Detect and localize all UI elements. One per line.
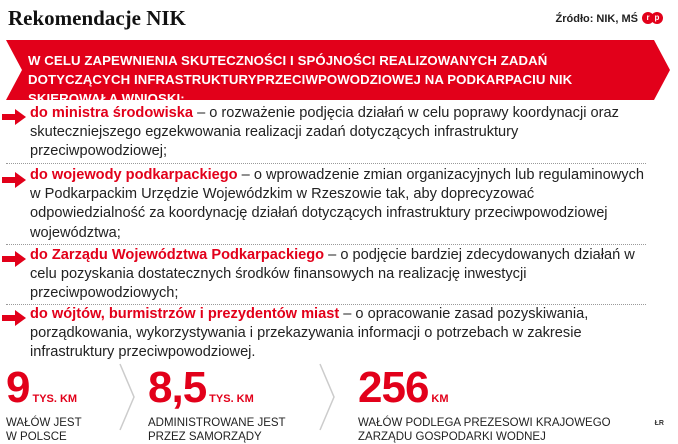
source-label: Źródło: NIK, MŚ [555,12,638,25]
stat-value: 8,5 [148,363,207,412]
recipient-label: do wojewody podkarpackiego [30,167,238,183]
page-title: Rekomendacje NIK [8,6,186,30]
stat-description [6,416,82,444]
stat-unit: TYS. KM [32,393,78,405]
arrow-right-icon [2,251,26,267]
arrow-right-icon [2,172,26,188]
arrow-right-icon [2,310,26,326]
dotted-divider [6,244,646,245]
stat-unit: TYS. KM [209,393,254,405]
arrow-right-icon [2,109,26,125]
recommendation-item [30,104,650,162]
recommendation-item [30,305,650,363]
stat-description [148,416,286,444]
banner-text: W CELU ZAPEWNIENIA SKUTECZNOŚCI I SPÓJNOŚCI REALIZOWANYCH ZADAŃ DOTYCZĄCYCH INFRASTRUKTURYPRZECIWPOWODZIOWEJ NA PODKARPACIU NIK SKIEROWAŁA WNIOSKI: [28,53,573,106]
stat-description-line: ZARZĄDU GOSPODARKI WODNEJ [358,431,546,443]
recipient-label: do ministra środowiska [30,105,194,121]
stat-block [6,363,82,444]
recommendation-text: – o rozważenie podjęcia działań w celu poprawy koordynacji oraz skuteczniejszego egzekwowania realizacji zadań dotyczących infrastruktury przeciwpowodziowej; [30,105,619,160]
stat-description-line: WAŁÓW JEST [6,417,82,429]
source-note [556,12,665,25]
recipient-label: do wójtów, burmistrzów i prezydentów miast [30,306,340,322]
dotted-divider [6,163,646,164]
recipient-label: do Zarządu Województwa Podkarpackiego [30,247,325,263]
chevron-separator-icon [118,362,136,432]
recommendation-item [30,246,650,304]
stat-description-line: WAŁÓW PODLEGA PREZESOWI KRAJOWEGO [358,417,611,429]
recommendation-text: – o opracowanie zasad pozyskiwania, porządkowania, wykorzystywania i przekazywania informacji o potrzebach w zakresie infrastruktury przeciwpowodziowej. [30,306,589,361]
recommendation-text: – o wprowadzenie zmian organizacyjnych lub regulaminowych w Podkarpackim Urzędzie Wojewódzkim w Rzeszowie tak, aby doprecyzować odpowiedzialność za koordynację działań dotyczących infrastruktury przeciwpowodziowej województwa; [30,167,644,241]
chevron-separator-icon [318,362,336,432]
rp-logo-icon: r p [642,12,664,25]
stat-value: 9 [6,363,30,412]
stat-description-line: W POLSCE [6,431,67,443]
author-credit: ŁR [654,420,664,427]
stat-block [148,363,286,444]
stat-description-line: PRZEZ SAMORZĄDY [148,431,262,443]
stat-block [358,363,611,444]
stat-unit: KM [431,393,449,405]
recommendation-text: – o podjęcie bardziej zdecydowanych działań w celu pozyskania dostatecznych środków finansowych na realizację inwestycji przeciwpowodziowych; [30,247,635,302]
stat-description [358,416,611,444]
stat-value: 256 [358,363,429,412]
intro-banner [6,40,670,106]
stat-description-line: ADMINISTROWANE JEST [148,417,286,429]
recommendation-item [30,166,650,243]
